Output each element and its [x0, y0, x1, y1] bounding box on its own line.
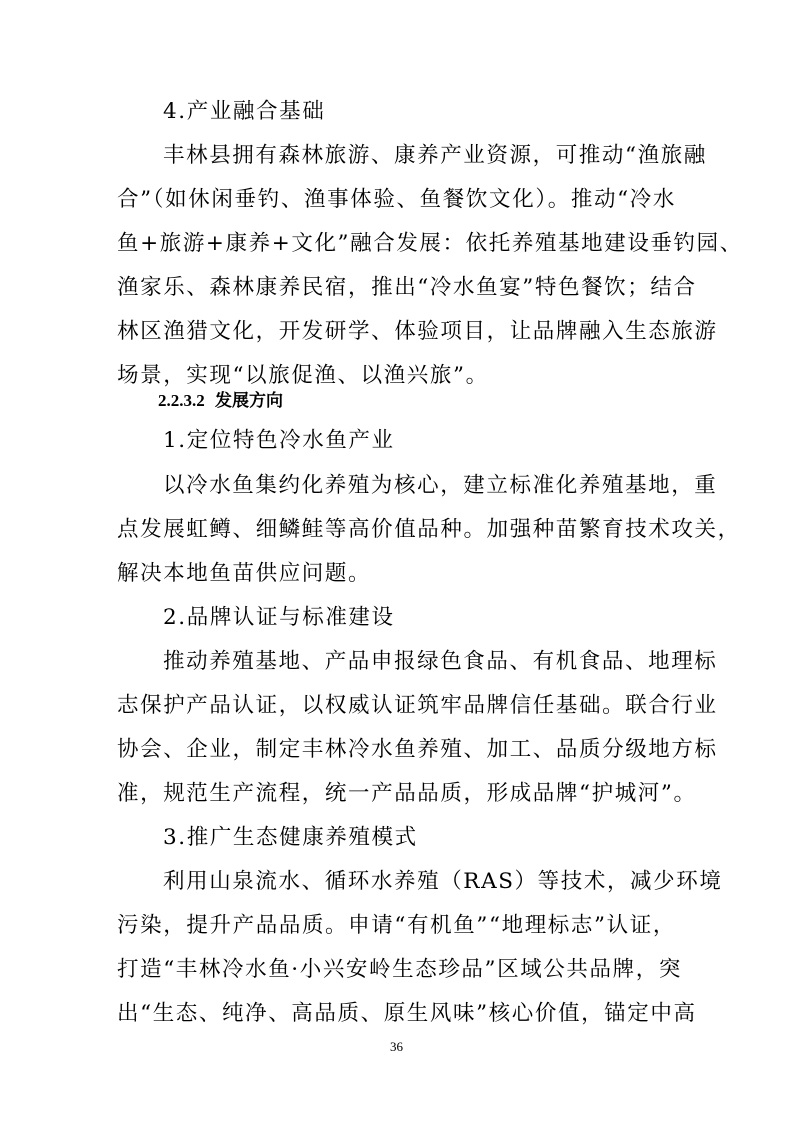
page-number: 36 — [390, 1039, 403, 1054]
subsection-number: 2.2.3.2 — [158, 391, 205, 410]
subsection-heading — [158, 389, 283, 413]
item-heading: 3.推广生态健康养殖模式 — [163, 825, 418, 850]
paragraph-line: 解决本地鱼苗供应问题。 — [117, 561, 372, 586]
paragraph-line: 鱼+旅游+康养+文化”融合发展：依托养殖基地建设垂钓园、 — [117, 231, 743, 256]
paragraph-line: 以冷水鱼集约化养殖为核心，建立标准化养殖基地，重 — [163, 473, 718, 498]
paragraph-line: 出“生态、纯净、高品质、原生风味”核心价值，锚定中高 — [117, 1001, 697, 1026]
item-heading: 1.定位特色冷水鱼产业 — [163, 428, 395, 453]
paragraph-line: 合”（如休闲垂钓、渔事体验、鱼餐饮文化）。推动“冷水 — [117, 187, 676, 212]
paragraph-line: 林区渔猎文化，开发研学、体验项目，让品牌融入生态旅游 — [117, 319, 718, 344]
paragraph-line: 利用山泉流水、循环水养殖（RAS）等技术，减少环境 — [163, 869, 723, 894]
paragraph-line: 推动养殖基地、产品申报绿色食品、有机食品、地理标 — [163, 649, 718, 674]
paragraph-line: 丰林县拥有森林旅游、康养产业资源，可推动“渔旅融 — [163, 143, 707, 168]
paragraph-line: 准，规范生产流程，统一产品品质，形成品牌“护城河”。 — [117, 781, 697, 806]
paragraph-line: 点发展虹鳟、细鳞鲑等高价值品种。加强种苗繁育技术攻关， — [117, 517, 741, 542]
paragraph-line: 场景，实现“以旅促渔、以渔兴旅”。 — [117, 363, 489, 388]
item-heading: 2.品牌认证与标准建设 — [163, 605, 395, 630]
section-heading: 4.产业融合基础 — [163, 99, 326, 124]
subsection-title: 发展方向 — [215, 391, 283, 410]
paragraph-line: 渔家乐、森林康养民宿，推出“冷水鱼宴”特色餐饮；结合 — [117, 275, 697, 300]
paragraph-line: 污染，提升产品品质。申请“有机鱼”“地理标志”认证， — [117, 913, 676, 938]
paragraph-line: 志保护产品认证，以权威认证筑牢品牌信任基础。联合行业 — [117, 693, 718, 718]
paragraph-line: 打造“丰林冷水鱼·小兴安岭生态珍品”区域公共品牌，突 — [117, 957, 682, 982]
paragraph-line: 协会、企业，制定丰林冷水鱼养殖、加工、品质分级地方标 — [117, 737, 718, 762]
